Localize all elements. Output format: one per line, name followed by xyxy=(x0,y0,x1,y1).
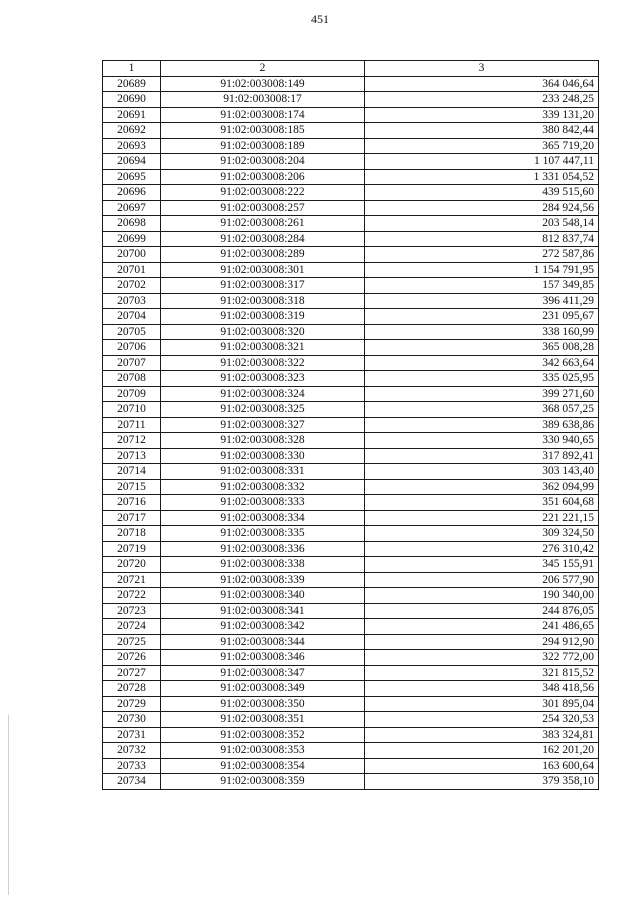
table-row xyxy=(103,588,599,604)
cadastral-value-cell: 330 940,65 xyxy=(365,433,599,449)
table-row xyxy=(103,324,599,340)
cadastral-value-cell: 322 772,00 xyxy=(365,650,599,666)
table-row xyxy=(103,603,599,619)
cadastral-value-cell: 254 320,53 xyxy=(365,712,599,728)
cadastral-number-cell: 91:02:003008:17 xyxy=(161,92,365,108)
cadastral-number-cell: 91:02:003008:301 xyxy=(161,262,365,278)
cadastral-value-cell: 348 418,56 xyxy=(365,681,599,697)
row-number-cell: 20705 xyxy=(103,324,161,340)
row-number-cell: 20722 xyxy=(103,588,161,604)
cadastral-number-cell: 91:02:003008:341 xyxy=(161,603,365,619)
cadastral-value-cell: 272 587,86 xyxy=(365,247,599,263)
row-number-cell: 20710 xyxy=(103,402,161,418)
cadastral-number-cell: 91:02:003008:174 xyxy=(161,107,365,123)
cadastral-number-cell: 91:02:003008:289 xyxy=(161,247,365,263)
cadastral-number-cell: 91:02:003008:342 xyxy=(161,619,365,635)
cadastral-value-cell: 379 358,10 xyxy=(365,774,599,790)
cadastral-value-cell: 190 340,00 xyxy=(365,588,599,604)
row-number-cell: 20707 xyxy=(103,355,161,371)
cadastral-number-cell: 91:02:003008:330 xyxy=(161,448,365,464)
cadastral-number-cell: 91:02:003008:344 xyxy=(161,634,365,650)
cadastral-number-cell: 91:02:003008:334 xyxy=(161,510,365,526)
cadastral-value-cell: 351 604,68 xyxy=(365,495,599,511)
cadastral-value-cell: 365 008,28 xyxy=(365,340,599,356)
cadastral-number-cell: 91:02:003008:350 xyxy=(161,696,365,712)
column-header-cadastral-number: 2 xyxy=(161,61,365,77)
table-row xyxy=(103,479,599,495)
cadastral-value-cell: 231 095,67 xyxy=(365,309,599,325)
cadastral-number-cell: 91:02:003008:333 xyxy=(161,495,365,511)
cadastral-number-cell: 91:02:003008:328 xyxy=(161,433,365,449)
table-row xyxy=(103,681,599,697)
cadastral-value-cell: 163 600,64 xyxy=(365,758,599,774)
cadastral-value-cell: 206 577,90 xyxy=(365,572,599,588)
table-row xyxy=(103,572,599,588)
row-number-cell: 20729 xyxy=(103,696,161,712)
cadastral-value-cell: 1 107 447,11 xyxy=(365,154,599,170)
table-row xyxy=(103,231,599,247)
cadastral-number-cell: 91:02:003008:351 xyxy=(161,712,365,728)
cadastral-number-cell: 91:02:003008:189 xyxy=(161,138,365,154)
cadastral-number-cell: 91:02:003008:331 xyxy=(161,464,365,480)
cadastral-number-cell: 91:02:003008:261 xyxy=(161,216,365,232)
row-number-cell: 20732 xyxy=(103,743,161,759)
table-row xyxy=(103,510,599,526)
cadastral-value-cell: 383 324,81 xyxy=(365,727,599,743)
table-row xyxy=(103,464,599,480)
table-row xyxy=(103,541,599,557)
cadastral-number-cell: 91:02:003008:338 xyxy=(161,557,365,573)
table-row xyxy=(103,774,599,790)
cadastral-value-cell: 389 638,86 xyxy=(365,417,599,433)
cadastral-number-cell: 91:02:003008:335 xyxy=(161,526,365,542)
row-number-cell: 20689 xyxy=(103,76,161,92)
cadastral-number-cell: 91:02:003008:318 xyxy=(161,293,365,309)
row-number-cell: 20712 xyxy=(103,433,161,449)
cadastral-value-cell: 345 155,91 xyxy=(365,557,599,573)
cadastral-value-cell: 157 349,85 xyxy=(365,278,599,294)
row-number-cell: 20717 xyxy=(103,510,161,526)
row-number-cell: 20728 xyxy=(103,681,161,697)
cadastral-number-cell: 91:02:003008:322 xyxy=(161,355,365,371)
table-row xyxy=(103,340,599,356)
cadastral-value-cell: 301 895,04 xyxy=(365,696,599,712)
table-row xyxy=(103,433,599,449)
table-row xyxy=(103,526,599,542)
row-number-cell: 20727 xyxy=(103,665,161,681)
row-number-cell: 20693 xyxy=(103,138,161,154)
row-number-cell: 20704 xyxy=(103,309,161,325)
table-row xyxy=(103,76,599,92)
page-number: 451 xyxy=(311,12,329,26)
table-row xyxy=(103,712,599,728)
row-number-cell: 20694 xyxy=(103,154,161,170)
cadastral-number-cell: 91:02:003008:349 xyxy=(161,681,365,697)
cadastral-number-cell: 91:02:003008:353 xyxy=(161,743,365,759)
cadastral-value-cell: 364 046,64 xyxy=(365,76,599,92)
table-header-row xyxy=(103,61,599,77)
scan-margin-line xyxy=(8,715,9,895)
table-row xyxy=(103,650,599,666)
cadastral-value-cell: 309 324,50 xyxy=(365,526,599,542)
cadastral-value-cell: 203 548,14 xyxy=(365,216,599,232)
row-number-cell: 20690 xyxy=(103,92,161,108)
cadastral-value-cell: 1 331 054,52 xyxy=(365,169,599,185)
cadastral-number-cell: 91:02:003008:336 xyxy=(161,541,365,557)
cadastral-value-cell: 241 486,65 xyxy=(365,619,599,635)
cadastral-number-cell: 91:02:003008:222 xyxy=(161,185,365,201)
table-row xyxy=(103,355,599,371)
table-row xyxy=(103,448,599,464)
cadastral-number-cell: 91:02:003008:204 xyxy=(161,154,365,170)
row-number-cell: 20700 xyxy=(103,247,161,263)
table-row xyxy=(103,154,599,170)
row-number-cell: 20701 xyxy=(103,262,161,278)
cadastral-value-cell: 362 094,99 xyxy=(365,479,599,495)
cadastral-value-cell: 380 842,44 xyxy=(365,123,599,139)
row-number-cell: 20696 xyxy=(103,185,161,201)
cadastral-value-cell: 338 160,99 xyxy=(365,324,599,340)
row-number-cell: 20718 xyxy=(103,526,161,542)
table-row xyxy=(103,216,599,232)
table-row xyxy=(103,402,599,418)
cadastral-number-cell: 91:02:003008:346 xyxy=(161,650,365,666)
cadastral-value-cell: 244 876,05 xyxy=(365,603,599,619)
cadastral-number-cell: 91:02:003008:320 xyxy=(161,324,365,340)
cadastral-value-cell: 335 025,95 xyxy=(365,371,599,387)
row-number-cell: 20691 xyxy=(103,107,161,123)
cadastral-number-cell: 91:02:003008:206 xyxy=(161,169,365,185)
row-number-cell: 20716 xyxy=(103,495,161,511)
cadastral-number-cell: 91:02:003008:354 xyxy=(161,758,365,774)
row-number-cell: 20725 xyxy=(103,634,161,650)
cadastral-value-cell: 368 057,25 xyxy=(365,402,599,418)
cadastral-number-cell: 91:02:003008:257 xyxy=(161,200,365,216)
table-row xyxy=(103,185,599,201)
cadastral-value-cell: 396 411,29 xyxy=(365,293,599,309)
cadastral-number-cell: 91:02:003008:321 xyxy=(161,340,365,356)
cadastral-number-cell: 91:02:003008:340 xyxy=(161,588,365,604)
row-number-cell: 20698 xyxy=(103,216,161,232)
cadastral-value-table xyxy=(102,60,599,790)
row-number-cell: 20723 xyxy=(103,603,161,619)
row-number-cell: 20731 xyxy=(103,727,161,743)
table-row xyxy=(103,495,599,511)
cadastral-value-cell: 276 310,42 xyxy=(365,541,599,557)
table-row xyxy=(103,619,599,635)
table-row xyxy=(103,309,599,325)
row-number-cell: 20695 xyxy=(103,169,161,185)
cadastral-value-cell: 439 515,60 xyxy=(365,185,599,201)
cadastral-number-cell: 91:02:003008:352 xyxy=(161,727,365,743)
table-row xyxy=(103,743,599,759)
row-number-cell: 20720 xyxy=(103,557,161,573)
table-row xyxy=(103,386,599,402)
cadastral-value-cell: 1 154 791,95 xyxy=(365,262,599,278)
row-number-cell: 20706 xyxy=(103,340,161,356)
row-number-cell: 20726 xyxy=(103,650,161,666)
table-body xyxy=(103,76,599,789)
table-row xyxy=(103,92,599,108)
cadastral-value-cell: 294 912,90 xyxy=(365,634,599,650)
table-row xyxy=(103,123,599,139)
row-number-cell: 20699 xyxy=(103,231,161,247)
cadastral-number-cell: 91:02:003008:149 xyxy=(161,76,365,92)
row-number-cell: 20711 xyxy=(103,417,161,433)
table-row xyxy=(103,665,599,681)
cadastral-number-cell: 91:02:003008:332 xyxy=(161,479,365,495)
row-number-cell: 20703 xyxy=(103,293,161,309)
column-header-value: 3 xyxy=(365,61,599,77)
table-row xyxy=(103,293,599,309)
cadastral-value-cell: 321 815,52 xyxy=(365,665,599,681)
table-row xyxy=(103,634,599,650)
cadastral-value-cell: 342 663,64 xyxy=(365,355,599,371)
cadastral-number-cell: 91:02:003008:185 xyxy=(161,123,365,139)
row-number-cell: 20708 xyxy=(103,371,161,387)
table-row xyxy=(103,696,599,712)
table-row xyxy=(103,138,599,154)
cadastral-number-cell: 91:02:003008:323 xyxy=(161,371,365,387)
cadastral-number-cell: 91:02:003008:347 xyxy=(161,665,365,681)
table-row xyxy=(103,758,599,774)
cadastral-number-cell: 91:02:003008:327 xyxy=(161,417,365,433)
row-number-cell: 20730 xyxy=(103,712,161,728)
cadastral-value-cell: 284 924,56 xyxy=(365,200,599,216)
row-number-cell: 20733 xyxy=(103,758,161,774)
table-row xyxy=(103,557,599,573)
row-number-cell: 20692 xyxy=(103,123,161,139)
row-number-cell: 20721 xyxy=(103,572,161,588)
cadastral-number-cell: 91:02:003008:324 xyxy=(161,386,365,402)
row-number-cell: 20719 xyxy=(103,541,161,557)
cadastral-number-cell: 91:02:003008:359 xyxy=(161,774,365,790)
cadastral-value-cell: 221 221,15 xyxy=(365,510,599,526)
cadastral-value-cell: 162 201,20 xyxy=(365,743,599,759)
cadastral-value-cell: 812 837,74 xyxy=(365,231,599,247)
column-header-number: 1 xyxy=(103,61,161,77)
table-row xyxy=(103,371,599,387)
table-row xyxy=(103,107,599,123)
table-row xyxy=(103,247,599,263)
table-row xyxy=(103,262,599,278)
row-number-cell: 20702 xyxy=(103,278,161,294)
row-number-cell: 20715 xyxy=(103,479,161,495)
cadastral-number-cell: 91:02:003008:319 xyxy=(161,309,365,325)
row-number-cell: 20734 xyxy=(103,774,161,790)
cadastral-number-cell: 91:02:003008:317 xyxy=(161,278,365,294)
cadastral-number-cell: 91:02:003008:325 xyxy=(161,402,365,418)
cadastral-value-cell: 339 131,20 xyxy=(365,107,599,123)
cadastral-value-cell: 233 248,25 xyxy=(365,92,599,108)
cadastral-value-cell: 399 271,60 xyxy=(365,386,599,402)
row-number-cell: 20709 xyxy=(103,386,161,402)
row-number-cell: 20697 xyxy=(103,200,161,216)
table-row xyxy=(103,417,599,433)
row-number-cell: 20724 xyxy=(103,619,161,635)
cadastral-value-cell: 365 719,20 xyxy=(365,138,599,154)
row-number-cell: 20713 xyxy=(103,448,161,464)
cadastral-number-cell: 91:02:003008:339 xyxy=(161,572,365,588)
table-row xyxy=(103,169,599,185)
table-row xyxy=(103,200,599,216)
table-row xyxy=(103,727,599,743)
row-number-cell: 20714 xyxy=(103,464,161,480)
table-row xyxy=(103,278,599,294)
cadastral-number-cell: 91:02:003008:284 xyxy=(161,231,365,247)
cadastral-value-cell: 317 892,41 xyxy=(365,448,599,464)
cadastral-value-cell: 303 143,40 xyxy=(365,464,599,480)
